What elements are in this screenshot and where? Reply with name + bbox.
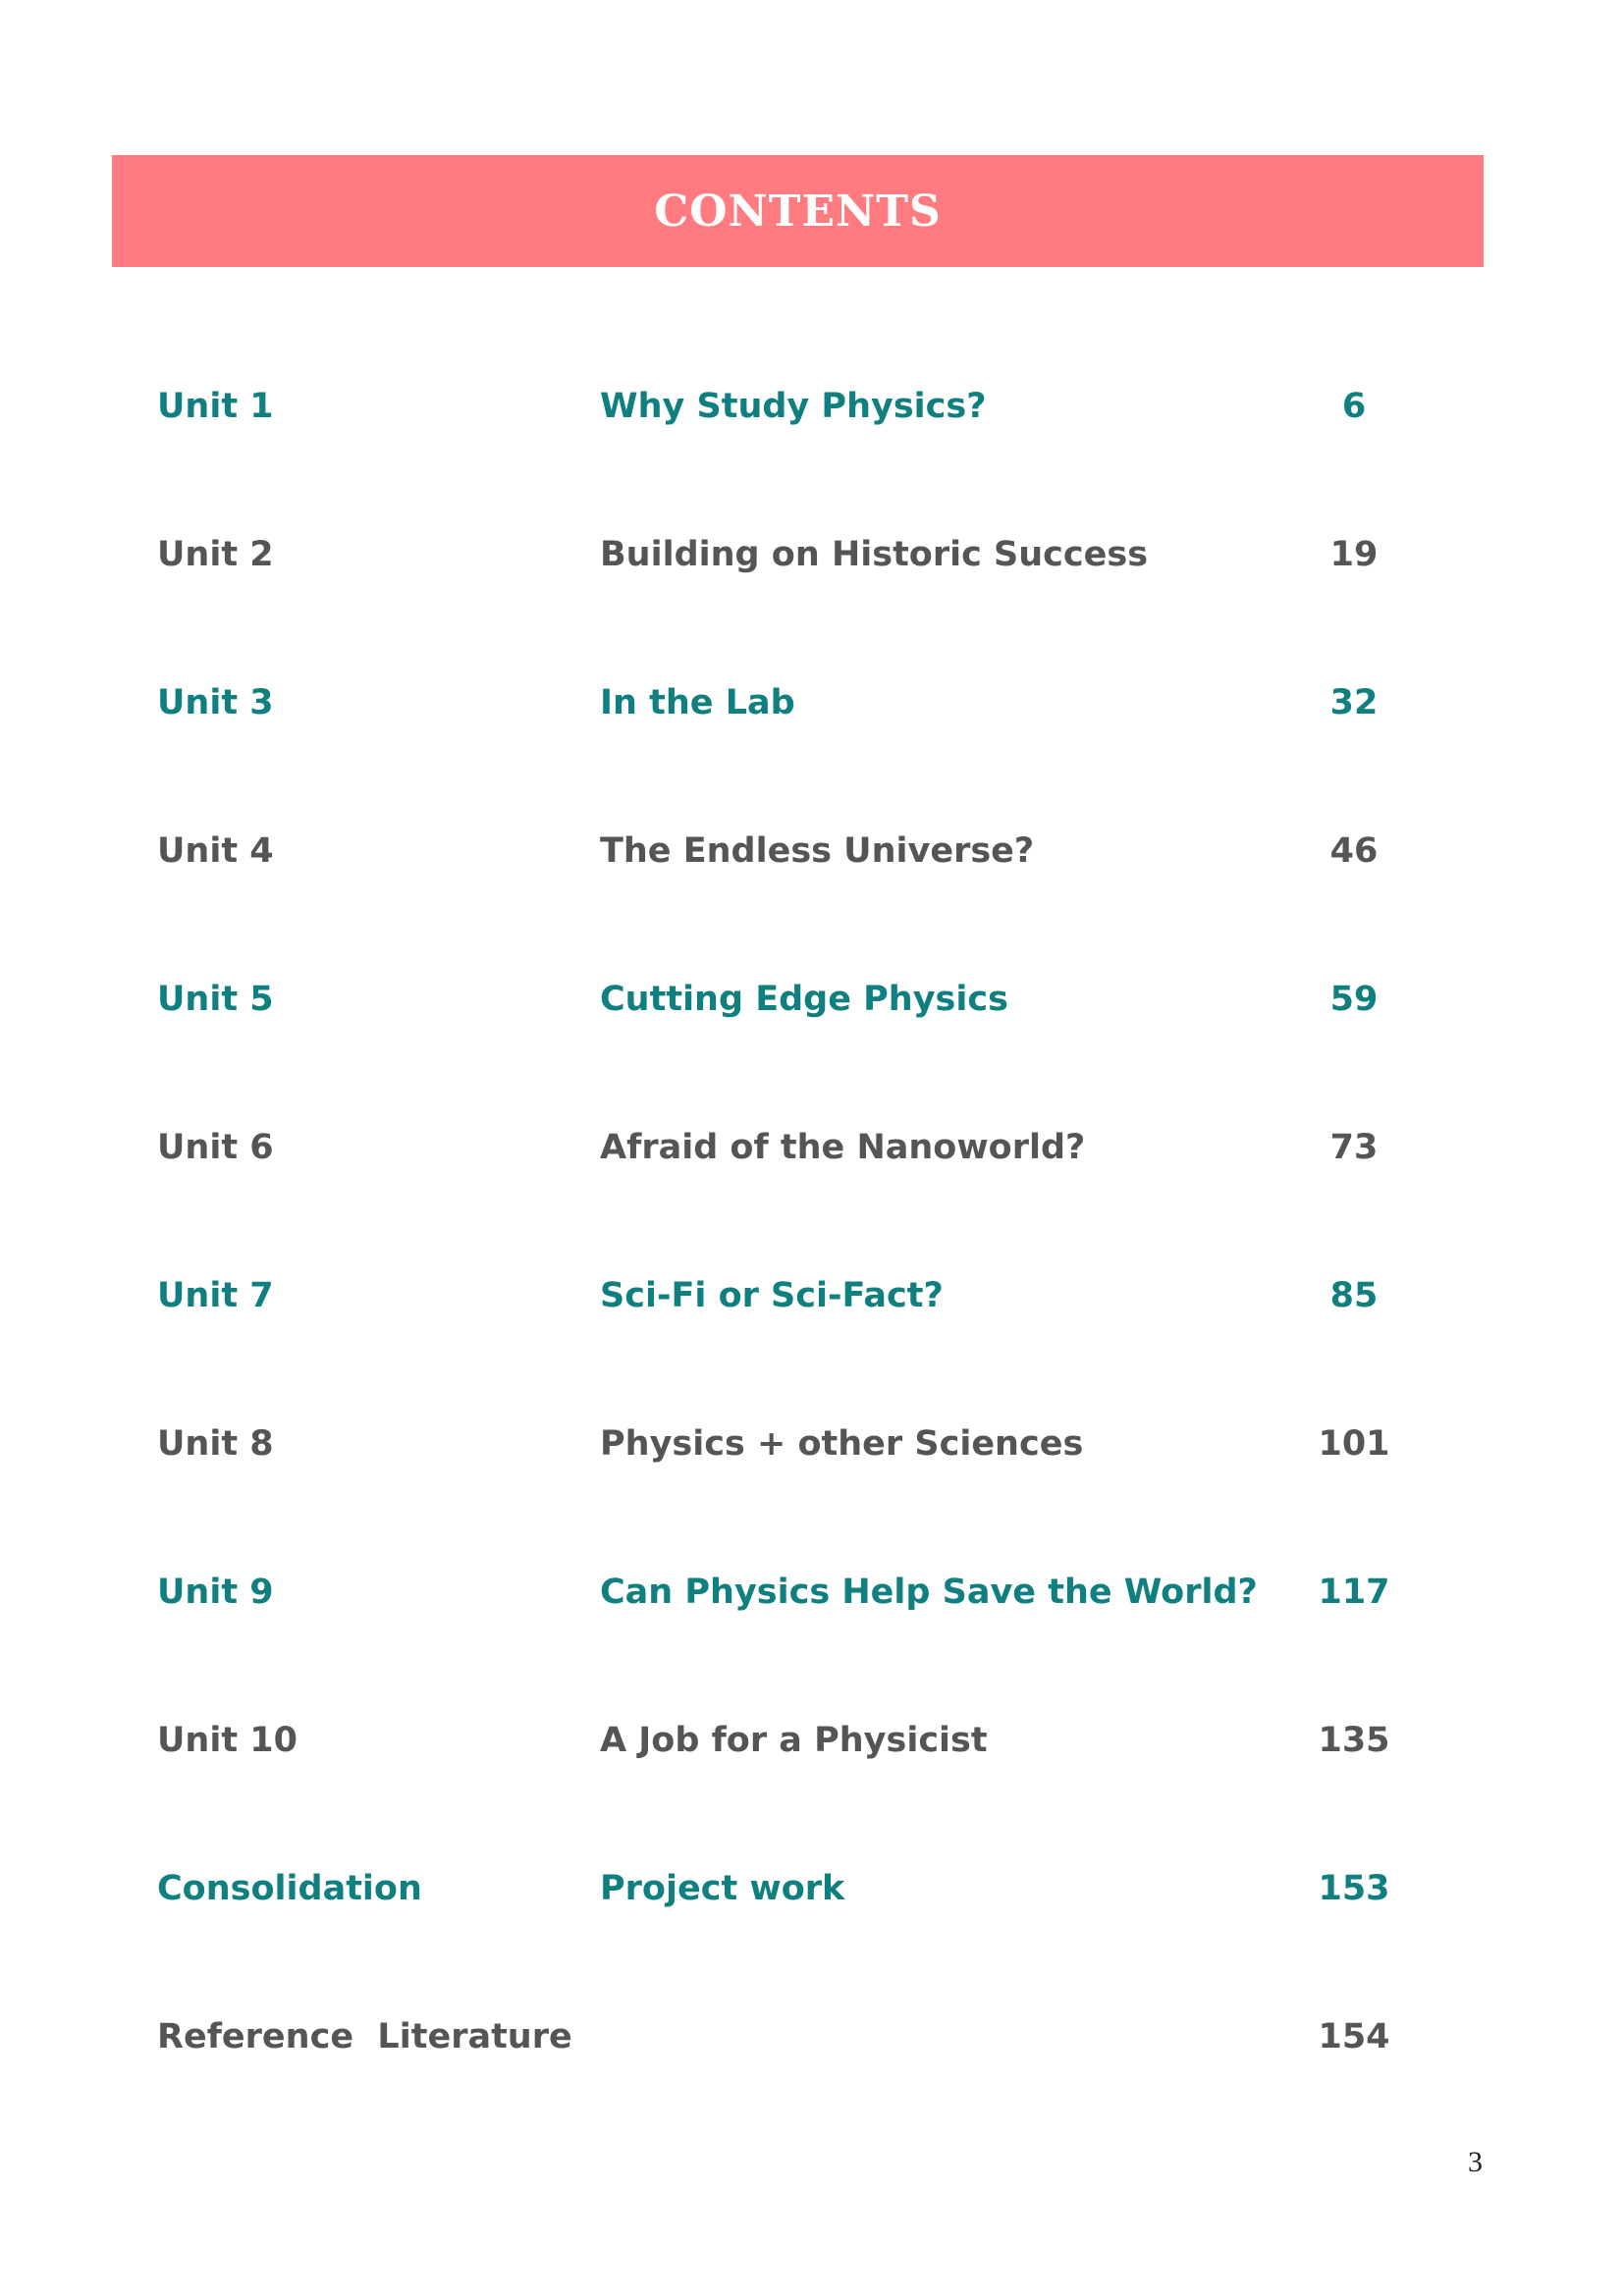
toc-entry-unit-7[interactable] (0, 1266, 1624, 1325)
page-title: CONTENTS (654, 186, 942, 237)
toc-entry-consolidation[interactable] (0, 1859, 1624, 1918)
toc-page-number: 59 (1329, 980, 1379, 1019)
toc-page-number: 6 (1341, 387, 1367, 426)
toc-unit-label: Unit 1 (157, 387, 274, 426)
toc-page-number: 135 (1318, 1721, 1390, 1760)
toc-unit-label: Unit 7 (157, 1276, 274, 1315)
contents-banner (112, 155, 1484, 267)
toc-title: Afraid of the Nanoworld? (600, 1128, 1086, 1167)
toc-title: A Job for a Physicist (600, 1721, 988, 1760)
toc-page-number: 117 (1318, 1573, 1390, 1612)
toc-page-number: 153 (1318, 1869, 1390, 1908)
toc-unit-label: Unit 10 (157, 1721, 298, 1760)
toc-unit-label: Unit 6 (157, 1128, 274, 1167)
toc-unit-label: Unit 2 (157, 535, 274, 574)
toc-page-number: 101 (1318, 1424, 1390, 1464)
toc-unit-label: Unit 5 (157, 980, 274, 1019)
toc-title: Cutting Edge Physics (600, 980, 1008, 1019)
toc-title: Can Physics Help Save the World? (600, 1573, 1258, 1612)
toc-title: The Endless Universe? (600, 831, 1035, 871)
toc-entry-unit-10[interactable] (0, 1711, 1624, 1770)
toc-entry-unit-4[interactable] (0, 822, 1624, 881)
toc-entry-unit-8[interactable] (0, 1415, 1624, 1473)
toc-title: In the Lab (600, 683, 795, 722)
toc-entry-unit-3[interactable] (0, 673, 1624, 732)
toc-unit-label: Unit 3 (157, 683, 274, 722)
toc-unit-label: Reference Literature (157, 2017, 572, 2056)
toc-title: Building on Historic Success (600, 535, 1149, 574)
toc-page-number: 19 (1329, 535, 1379, 574)
toc-title: Sci-Fi or Sci-Fact? (600, 1276, 944, 1315)
toc-page-number: 46 (1329, 831, 1379, 871)
toc-title: Physics + other Sciences (600, 1424, 1084, 1464)
toc-unit-label: Unit 8 (157, 1424, 274, 1464)
toc-entry-unit-6[interactable] (0, 1118, 1624, 1177)
toc-page-number: 85 (1329, 1276, 1379, 1315)
toc-entry-unit-9[interactable] (0, 1563, 1624, 1622)
toc-entry-unit-1[interactable] (0, 377, 1624, 436)
toc-entry-unit-5[interactable] (0, 970, 1624, 1029)
toc-title: Why Study Physics? (600, 387, 987, 426)
toc-title: Project work (600, 1869, 845, 1908)
toc-page-number: 73 (1329, 1128, 1379, 1167)
page-number: 3 (1468, 2146, 1483, 2178)
toc-unit-label: Consolidation (157, 1869, 422, 1908)
toc-unit-label: Unit 9 (157, 1573, 274, 1612)
toc-page-number: 32 (1329, 683, 1379, 722)
toc-unit-label: Unit 4 (157, 831, 274, 871)
toc-entry-unit-2[interactable] (0, 525, 1624, 584)
toc-entry-reference-literature[interactable] (0, 2007, 1624, 2066)
toc-page-number: 154 (1318, 2017, 1390, 2056)
